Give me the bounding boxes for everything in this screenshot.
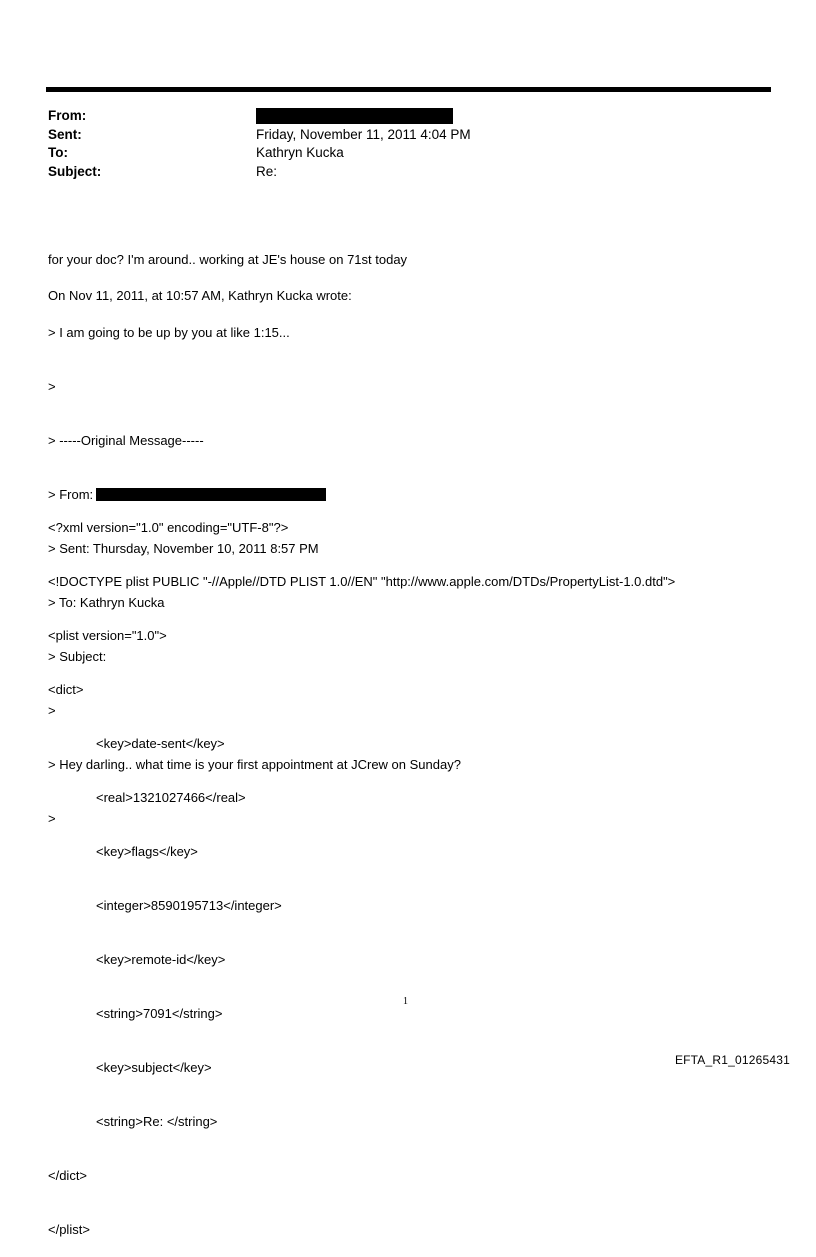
to-row	[48, 144, 471, 163]
quoted-from-label: > From:	[48, 487, 94, 502]
quoted-line: > To: Kathryn Kucka	[48, 595, 165, 610]
quote-intro-line: On Nov 11, 2011, at 10:57 AM, Kathryn Kucka wrote:	[48, 288, 352, 303]
plist-line: <dict>	[48, 682, 84, 697]
to-value: Kathryn Kucka	[256, 145, 344, 160]
plist-block	[48, 483, 675, 1257]
body-line: for your doc? I'm around.. working at JE's house on 71st today	[48, 252, 408, 267]
plist-line: <!DOCTYPE plist PUBLIC "-//Apple//DTD PLIST 1.0//EN" "http://www.apple.com/DTDs/PropertyList-1.0.dtd">	[48, 574, 676, 589]
header-divider	[46, 87, 771, 92]
quoted-line: > Subject:	[48, 649, 107, 664]
plist-line: <key>remote-id</key>	[96, 952, 226, 967]
sent-row	[48, 126, 471, 145]
to-label: To:	[48, 145, 68, 160]
subject-value: Re:	[256, 163, 278, 179]
sent-label: Sent:	[48, 126, 82, 142]
quoted-line: > Sent: Thursday, November 10, 2011 8:57 PM	[48, 541, 319, 556]
page-number: 1	[403, 996, 408, 1007]
quoted-line: > I am going to be up by you at like 1:15...	[48, 325, 290, 340]
quoted-line: >	[48, 811, 56, 826]
plist-line: <real>1321027466</real>	[96, 790, 246, 805]
email-header	[48, 107, 471, 181]
plist-line: <key>flags</key>	[96, 844, 198, 859]
plist-line: <key>date-sent</key>	[96, 736, 225, 751]
bates-number: EFTA_R1_01265431	[674, 1053, 790, 1067]
from-redaction-bar	[256, 108, 453, 124]
plist-line: <string>7091</string>	[96, 1006, 223, 1021]
plist-line: <plist version="1.0">	[48, 628, 167, 643]
quoted-line: >	[48, 379, 56, 394]
plist-line: </dict>	[48, 1168, 88, 1183]
plist-line: <?xml version="1.0" encoding="UTF-8"?>	[48, 520, 289, 535]
from-label: From:	[48, 108, 87, 123]
quoted-line: > -----Original Message-----	[48, 433, 204, 448]
subject-row	[48, 163, 471, 182]
subject-label: Subject:	[48, 163, 102, 179]
sent-value: Friday, November 11, 2011 4:04 PM	[256, 126, 471, 142]
plist-line: <integer>8590195713</integer>	[96, 898, 282, 913]
plist-line: </plist>	[48, 1222, 90, 1237]
quoted-line: >	[48, 703, 56, 718]
plist-line: <key>subject</key>	[96, 1060, 212, 1075]
plist-line: <string>Re: </string>	[96, 1114, 218, 1129]
from-row	[48, 107, 471, 126]
quoted-line: > Hey darling.. what time is your first appointment at JCrew on Sunday?	[48, 757, 461, 772]
